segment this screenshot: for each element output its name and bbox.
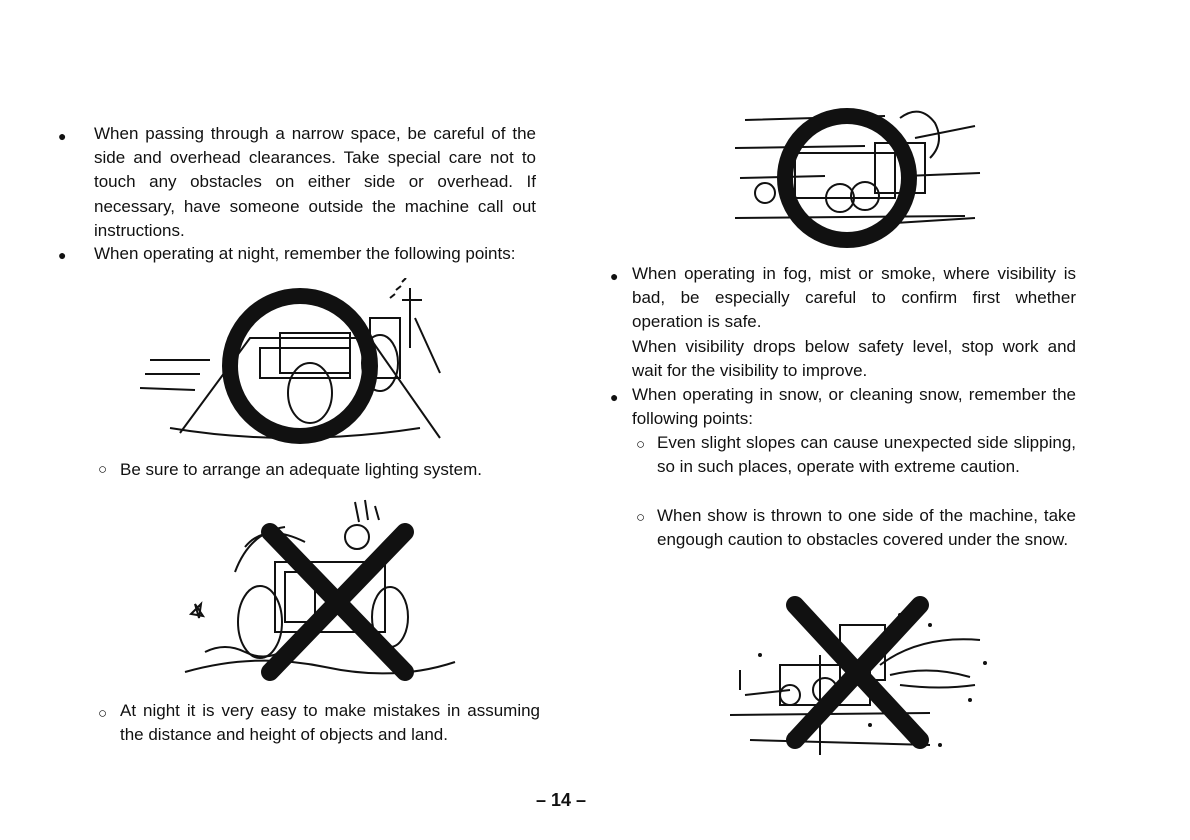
slope-caution-text: Even slight slopes can cause unexpected side slipping, so in such places, operate with extreme caution. <box>657 433 1076 477</box>
sub-item-marker: ○ <box>98 461 108 478</box>
snow-obstacle-text: When show is thrown to one side of the machine, take engough caution to obstacles covered under the snow. <box>657 506 1076 550</box>
bullet-marker: ● <box>610 389 619 405</box>
fog-paragraph: When operating in fog, mist or smoke, where visibility is bad, be especially careful to confirm first whether operation is safe. <box>632 264 1076 332</box>
bullet-marker: ● <box>610 268 619 284</box>
sub-item-marker: ○ <box>98 705 108 722</box>
bullet-marker: ● <box>58 247 67 263</box>
sub-item-marker: ○ <box>636 509 646 526</box>
snow-paragraph: When operating in snow, or cleaning snow, remember the following points: <box>632 385 1076 429</box>
snow-tractor-illustration <box>730 595 1010 765</box>
sub-item-marker: ○ <box>636 436 646 453</box>
night-lighting-tractor-illustration <box>140 278 470 458</box>
visibility-paragraph: When visibility drops below safety level, stop work and wait for the visibility to improve. <box>632 337 1076 381</box>
fog-tractor-illustration <box>735 98 985 258</box>
night-mistakes-text: At night it is very easy to make mistakes in assuming the distance and height of objects and land. <box>120 701 540 745</box>
night-dark-tractor-illustration <box>175 492 465 687</box>
narrow-space-paragraph: When passing through a narrow space, be careful of the side and overhead clearances. Take special care not to touch any obstacles on either side or overhead. If necessary, have someone outside the machine call out instructions. <box>94 124 536 240</box>
night-operation-paragraph: When operating at night, remember the following points: <box>94 244 516 263</box>
lighting-system-text: Be sure to arrange an adequate lighting system. <box>120 460 482 479</box>
bullet-marker: ● <box>58 128 67 144</box>
page-number: – 14 – <box>536 790 587 810</box>
